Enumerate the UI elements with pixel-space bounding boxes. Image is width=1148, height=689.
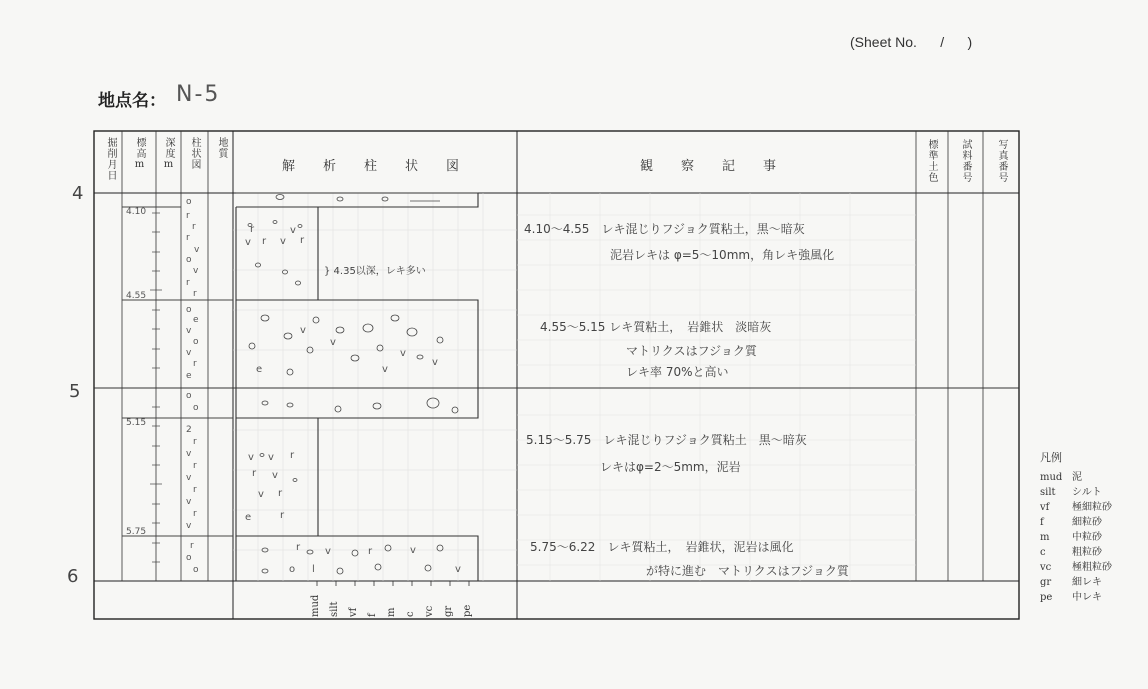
legend-name: 粗粒砂 xyxy=(1072,547,1102,558)
svg-text:v: v xyxy=(248,452,254,463)
svg-text:v: v xyxy=(258,489,264,500)
observation-line: 泥岩レキは φ=5〜10mm，角レキ強風化 xyxy=(610,248,835,262)
legend-code: c xyxy=(1040,547,1046,558)
svg-text:v: v xyxy=(300,325,306,336)
legend-name: 中レキ xyxy=(1072,592,1102,603)
legend-code: silt xyxy=(1040,487,1056,498)
site-label: 地点名： xyxy=(98,91,166,111)
grain-scale-label: mud xyxy=(310,594,321,617)
legend-name: シルト xyxy=(1072,487,1102,498)
svg-text:r: r xyxy=(280,510,285,521)
analysis-annotation: } 4.35以深，レキ多い xyxy=(324,266,426,277)
grain-scale-label: vf xyxy=(348,607,359,617)
svg-text:r: r xyxy=(193,359,197,369)
svg-text:v: v xyxy=(272,470,278,481)
legend-code: m xyxy=(1040,532,1050,543)
header-date: 掘削月日 xyxy=(105,137,116,181)
svg-text:r: r xyxy=(190,541,194,551)
legend-item xyxy=(1040,560,1112,575)
svg-text:r: r xyxy=(193,461,197,471)
header-column: 柱状図 xyxy=(189,137,200,170)
svg-text:v: v xyxy=(186,497,192,507)
legend-name: 細レキ xyxy=(1072,577,1102,588)
svg-text:l: l xyxy=(312,564,315,575)
observation-line: 5.75〜6.22 レキ質粘土， 岩錐状，泥岩は風化 xyxy=(530,540,794,554)
observation-line: が特に進む マトリクスはフジョク質 xyxy=(646,564,849,578)
legend-name: 極粗粒砂 xyxy=(1072,562,1112,573)
svg-text:r: r xyxy=(368,546,373,557)
header-geology: 地質 xyxy=(216,137,227,159)
svg-text:r: r xyxy=(193,437,197,447)
sheet-number: (Sheet No. / ) xyxy=(850,34,973,50)
elevation-value: 5.75 xyxy=(126,527,147,537)
grain-scale-label: m xyxy=(386,607,397,617)
grain-scale-label: vc xyxy=(424,605,435,617)
svg-text:v: v xyxy=(400,348,406,359)
svg-text:v: v xyxy=(186,449,192,459)
header-depth: 深度m xyxy=(163,137,174,171)
svg-text:r: r xyxy=(296,542,301,553)
legend-item xyxy=(1040,590,1112,605)
grain-scale-label: f xyxy=(367,613,378,617)
svg-text:e: e xyxy=(193,315,199,325)
svg-text:o: o xyxy=(186,553,192,563)
svg-text:o: o xyxy=(186,391,192,401)
observation-line: レキはφ=2〜5mm，泥岩 xyxy=(600,460,741,474)
svg-text:v: v xyxy=(432,357,438,368)
legend-item xyxy=(1040,515,1112,530)
svg-text:r: r xyxy=(290,450,295,461)
legend-code: vf xyxy=(1040,502,1050,513)
depth-mark-4: 4 xyxy=(72,183,84,204)
elevation-value: 4.10 xyxy=(126,207,147,217)
header-sample-no: 試料番号 xyxy=(960,139,971,183)
svg-text:r: r xyxy=(186,211,190,221)
legend-code: f xyxy=(1040,517,1044,528)
legend-name: 極細粒砂 xyxy=(1072,502,1112,513)
legend-item xyxy=(1040,485,1112,500)
grain-scale-label: c xyxy=(405,611,416,617)
svg-text:o: o xyxy=(186,197,192,207)
svg-text:v: v xyxy=(280,236,286,247)
legend-item xyxy=(1040,575,1112,590)
svg-text:v: v xyxy=(290,225,296,236)
svg-text:o: o xyxy=(193,337,199,347)
observation-line: レキ率 70%と高い xyxy=(626,365,729,379)
observation-line: 4.10〜4.55 レキ混じりフジョク質粘土，黒〜暗灰 xyxy=(524,222,805,236)
svg-text:v: v xyxy=(325,546,331,557)
legend-code: gr xyxy=(1040,577,1052,588)
legend-title: 凡例 xyxy=(1040,451,1062,464)
svg-text:v: v xyxy=(382,364,388,375)
depth-mark-6: 6 xyxy=(67,566,79,587)
svg-text:v: v xyxy=(186,326,192,336)
header-soil-color: 標準土色 xyxy=(926,139,937,183)
legend-item xyxy=(1040,470,1112,485)
grain-scale-label: gr xyxy=(443,605,454,617)
observation-line: マトリクスはフジョク質 xyxy=(626,344,757,358)
svg-text:r: r xyxy=(193,289,197,299)
svg-text:o: o xyxy=(186,255,192,265)
svg-text:v: v xyxy=(194,245,200,255)
svg-text:v: v xyxy=(455,564,461,575)
site-name: N-5 xyxy=(176,82,221,107)
legend-name: 泥 xyxy=(1072,472,1082,483)
legend-item xyxy=(1040,530,1112,545)
svg-text:v: v xyxy=(186,473,192,483)
header-observation: 観察記事 xyxy=(640,159,805,174)
svg-text:v: v xyxy=(186,521,192,531)
svg-text:r: r xyxy=(192,222,196,232)
svg-text:r: r xyxy=(193,485,197,495)
grain-scale-label: pe xyxy=(462,604,473,617)
svg-text:v: v xyxy=(410,545,416,556)
svg-text:r: r xyxy=(250,224,255,235)
svg-text:o: o xyxy=(186,305,192,315)
grain-scale-label: silt xyxy=(329,601,340,617)
svg-text:o: o xyxy=(193,403,199,413)
header-analysis: 解析柱状図 xyxy=(282,159,488,174)
svg-text:r: r xyxy=(186,278,190,288)
legend-code: mud xyxy=(1040,472,1063,483)
legend-item xyxy=(1040,500,1112,515)
depth-mark-5: 5 xyxy=(69,381,81,402)
legend-code: vc xyxy=(1040,562,1052,573)
svg-text:e: e xyxy=(186,371,192,381)
svg-text:e: e xyxy=(256,364,263,375)
svg-text:r: r xyxy=(252,468,257,479)
svg-text:e: e xyxy=(245,512,252,523)
svg-text:r: r xyxy=(278,488,283,499)
legend-code: pe xyxy=(1040,592,1053,603)
svg-text:r: r xyxy=(193,509,197,519)
observation-line: 5.15〜5.75 レキ混じりフジョク質粘土 黒〜暗灰 xyxy=(526,433,807,447)
legend-name: 細粒砂 xyxy=(1072,517,1102,528)
svg-text:v: v xyxy=(330,337,336,348)
svg-text:v: v xyxy=(268,452,274,463)
svg-text:v: v xyxy=(193,266,199,276)
header-elevation: 標高m xyxy=(134,137,145,171)
svg-text:v: v xyxy=(245,237,251,248)
svg-text:v: v xyxy=(186,348,192,358)
svg-text:o: o xyxy=(193,565,199,575)
elevation-value: 4.55 xyxy=(126,291,147,301)
svg-text:r: r xyxy=(186,233,190,243)
svg-text:r: r xyxy=(262,236,267,247)
legend-item xyxy=(1040,545,1112,560)
svg-text:o: o xyxy=(289,564,296,575)
legend xyxy=(1040,470,1112,605)
svg-text:r: r xyxy=(300,235,305,246)
observation-line: 4.55〜5.15 レキ質粘土， 岩錐状 淡暗灰 xyxy=(540,320,772,334)
legend-name: 中粒砂 xyxy=(1072,532,1102,543)
header-photo-no: 写真番号 xyxy=(996,139,1007,183)
elevation-value: 5.15 xyxy=(126,418,147,428)
svg-text:2: 2 xyxy=(186,425,192,435)
